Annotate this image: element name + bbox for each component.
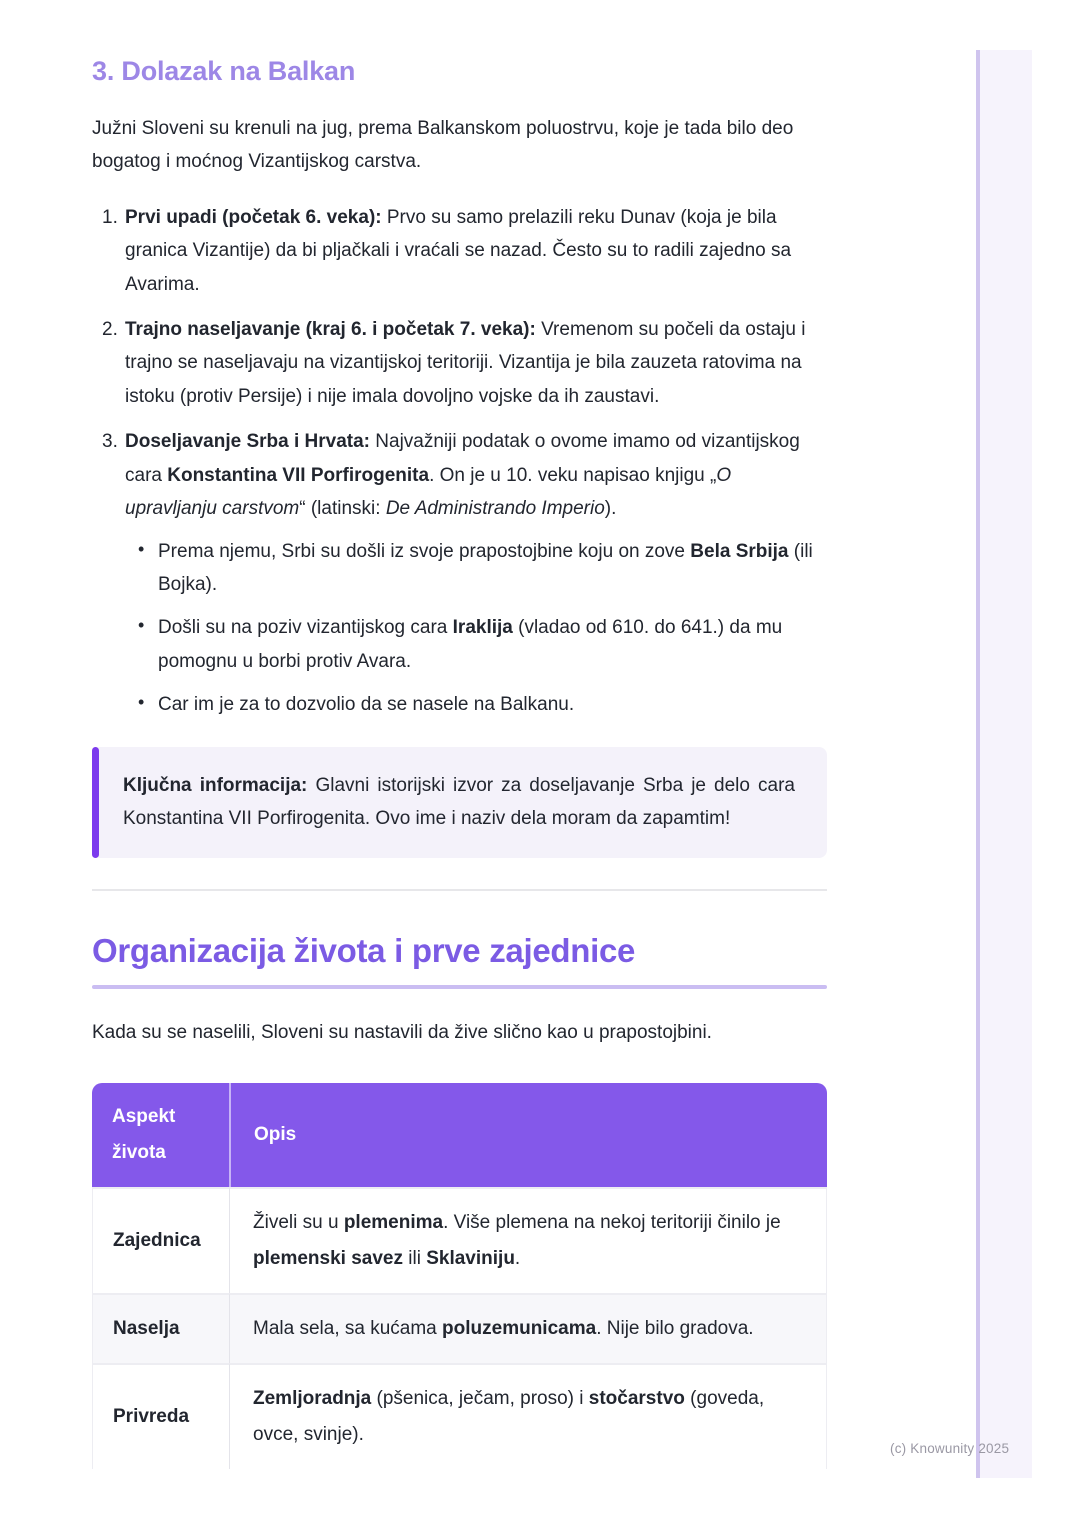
cell-desc: Mala sela, sa kućama poluzemunicama. Nije bilo gradova. [229, 1293, 827, 1363]
column-header-opis: Opis [229, 1083, 827, 1187]
cell-aspect: Naselja [92, 1293, 229, 1363]
bullet-item [125, 688, 827, 721]
bullet-icon: • [138, 615, 145, 636]
bullet-icon: • [138, 692, 145, 713]
key-info-callout [92, 747, 827, 858]
cell-desc: Zemljoradnja (pšenica, ječam, proso) i stočarstvo (goveda, ovce, svinje). [229, 1363, 827, 1469]
list-item [92, 201, 827, 301]
table-header-row [92, 1083, 827, 1187]
bullet-text: Prema njemu, Srbi su došli iz svoje prapostojbine koju on zove Bela Srbija (ili Bojka). [158, 540, 813, 595]
bullet-icon: • [138, 538, 145, 559]
table-row [92, 1363, 827, 1469]
organizacija-intro: Kada su se naselili, Sloveni su nastavili da žive slično kao u prapostojbini. [92, 1022, 712, 1044]
list-item [92, 425, 827, 722]
bullet-text: Car im je za to dozvolio da se nasele na Balkanu. [158, 694, 575, 716]
table-row [92, 1187, 827, 1293]
content-column [92, 55, 827, 1469]
section-divider [92, 889, 827, 891]
list-item-text: Trajno naseljavanje (kraj 6. i početak 7. veka): Vremenom su počeli da ostaju i trajno se naseljavaju na vizantijskoj teritoriji. Vizantija je bila zauzeta ratovima na istoku (protiv Persije) i nije imala dovoljno vojske da ih zaustavi. [125, 318, 806, 407]
list-item-number: 2. [102, 318, 118, 340]
cell-desc: Živeli su u plemenima. Više plemena na nekoj teritoriji činilo je plemenski savez ili Sklaviniju. [229, 1187, 827, 1293]
list-item-number: 1. [102, 206, 118, 228]
bullet-text: Došli su na poziv vizantijskog cara Iraklija (vladao od 610. do 641.) da mu pomognu u borbi protiv Avara. [158, 617, 783, 672]
list-item [92, 313, 827, 413]
list-item-text: Doseljavanje Srba i Hrvata: Najvažniji podatak o ovome imamo od vizantijskog cara Konstantina VII Porfirogenita. On je u 10. veku napisao knjigu „O upravljanju carstvom“ (latinski: De Administrando Imperio). [125, 431, 800, 520]
heading-underline [92, 985, 827, 989]
bullet-list [125, 535, 827, 722]
table-row [92, 1293, 827, 1363]
list-item-text: Prvi upadi (početak 6. veka): Prvo su samo prelazili reku Dunav (koja je bila granica Vizantije) da bi pljačkali i vraćali se nazad. Često su to radili zajedno sa Avarima. [125, 206, 792, 295]
cell-aspect: Privreda [92, 1363, 229, 1469]
callout-text: Ključna informacija: Glavni istorijski izvor za doseljavanje Srba je delo cara Konstantina VII Porfirogenita. Ovo ime i naziv dela moram da zapamtim! [123, 774, 795, 830]
section-heading-dolazak: 3. Dolazak na Balkan [92, 56, 356, 86]
bullet-item [125, 611, 827, 678]
list-item-number: 3. [102, 431, 118, 453]
numbered-list [92, 201, 827, 722]
cell-aspect: Zajednica [92, 1187, 229, 1293]
copyright-watermark: (c) Knowunity 2025 [890, 1441, 1010, 1456]
page-margin-strip [976, 50, 1032, 1478]
column-header-aspect: Aspekt života [92, 1083, 229, 1187]
bullet-item [125, 535, 827, 602]
intro-paragraph: Južni Sloveni su krenuli na jug, prema Balkanskom poluostrvu, koje je tada bilo deo bogatog i moćnog Vizantijskog carstva. [92, 117, 794, 173]
life-aspects-table [92, 1083, 827, 1470]
section-heading-organizacija: Organizacija života i prve zajednice [92, 931, 636, 969]
callout-accent-bar [92, 747, 99, 858]
